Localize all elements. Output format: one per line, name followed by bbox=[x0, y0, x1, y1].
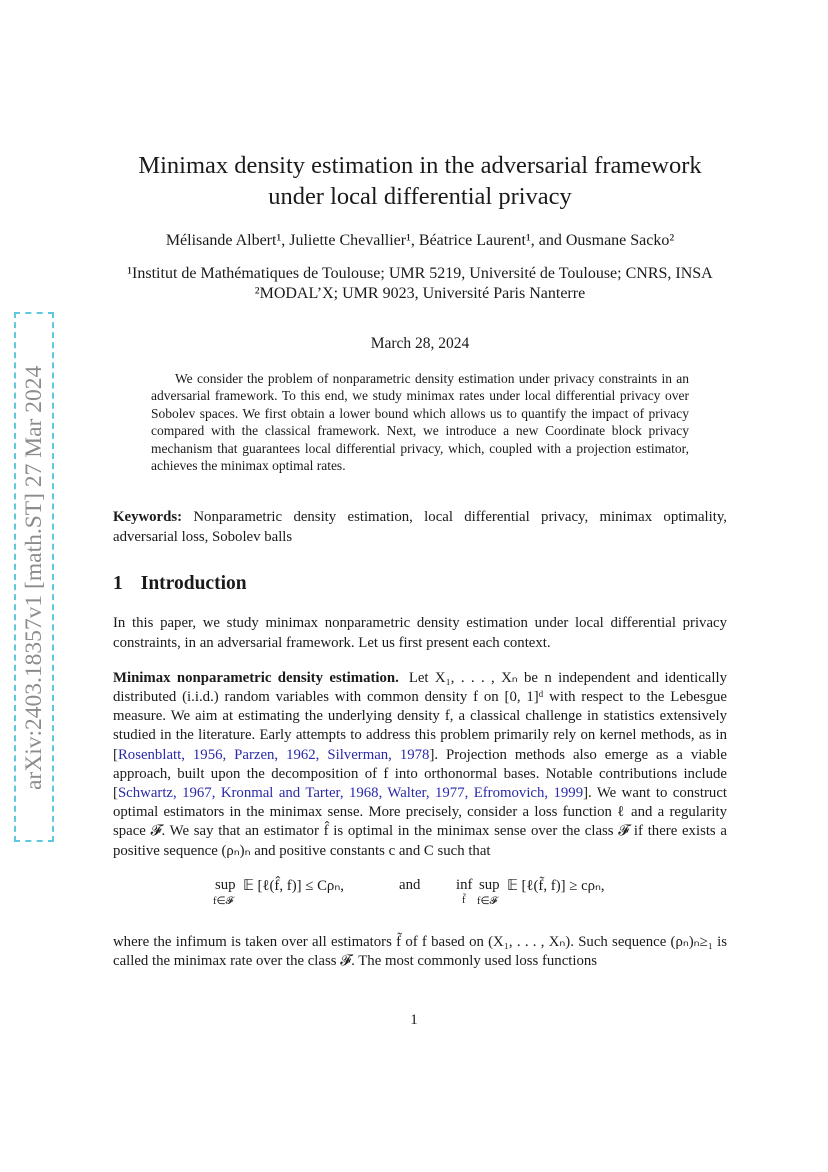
paragraph-text-c: ]. We want to construct optimal estimators in the minimax sense. More precisely, consider a loss function ℓ and a regularity space 𝓕. We say that an estimator f̂ is optimal in the minimax sense over the class 𝓕 if there exists a positive sequence (ρₙ)ₙ and positive constants c and C such that bbox=[113, 785, 727, 859]
paper-page bbox=[113, 150, 727, 971]
eq-expr-left: 𝔼 [ℓ(f̂, f)] ≤ Cρₙ, bbox=[243, 877, 344, 894]
arxiv-stamp: arXiv:2403.18357v1 [math.ST] 27 Mar 2024 bbox=[21, 365, 47, 790]
title-line-1: Minimax density estimation in the adversarial framework bbox=[138, 152, 702, 179]
abstract: We consider the problem of nonparametric density estimation under privacy constraints in an adversarial framework. To this end, we study minimax rates under local differential privacy over Sobolev spaces. We first obtain a lower bound which allows us to quantify the impact of privacy compared with the classical framework. Next, we introduce a new Coordinate block privacy mechanism that guarantees local differential privacy, which, coupled with a projection estimator, achieves the minimax optimal rates. bbox=[151, 371, 689, 474]
affiliation-1: ¹Institut de Mathématiques de Toulouse; UMR 5219, Université de Toulouse; CNRS, INSA bbox=[127, 265, 713, 282]
eq-inf: inf bbox=[456, 876, 473, 893]
eq-expr-right: 𝔼 [ℓ(f̃, f)] ≥ cρₙ, bbox=[507, 877, 605, 894]
paragraph-text-a: Let X₁, . . . , Xₙ be n independent and identically distributed (i.i.d.) random variables with common density f on [0, 1]ᵈ with respect to the Lebesgue measure. We aim at estimating the underlying density f, a classical challenge in statistics extensively studied in the literature. Early attempts to address this problem primarily rely on kernel methods, as in [ bbox=[113, 669, 727, 763]
keywords bbox=[113, 508, 727, 547]
eq-sub-right: f∈𝓕 bbox=[477, 895, 498, 907]
eq-sub-inf: f̃ bbox=[462, 894, 466, 906]
citation-link-2[interactable]: Schwartz, 1967, Kronmal and Tarter, 1968, Walter, 1977, Efromovich, 1999 bbox=[117, 785, 584, 802]
affiliation-2: ²MODAL’X; UMR 9023, Université Paris Nanterre bbox=[254, 285, 586, 302]
display-equation bbox=[113, 873, 727, 919]
affiliations bbox=[113, 264, 727, 304]
eq-sub-left: f∈𝓕 bbox=[213, 895, 234, 907]
eq-sup-left: sup bbox=[215, 876, 236, 893]
intro-paragraph: In this paper, we study minimax nonparametric density estimation under local differential privacy constraints, in an adversarial framework. Let us first present each context. bbox=[113, 615, 727, 651]
citation-link-1[interactable]: Rosenblatt, 1956, Parzen, 1962, Silverman, 1978 bbox=[117, 746, 430, 763]
closing-paragraph: where the infimum is taken over all estimators f̃ of f based on (X₁, . . . , Xₙ). Such sequence (ρₙ)ₙ≥₁ is called the minimax rate over the class 𝓕. The most commonly used loss functions bbox=[113, 933, 727, 970]
keywords-list: Nonparametric density estimation, local differential privacy, minimax optimality, adversarial loss, Sobolev balls bbox=[113, 509, 727, 545]
section-number: 1 bbox=[113, 573, 123, 595]
paragraph-text-b: ]. Projection methods also emerge as a viable approach, built upon the decomposition of f into orthonormal bases. Notable contributions include [ bbox=[113, 746, 727, 802]
section-title: Introduction bbox=[140, 573, 247, 595]
eq-and: and bbox=[399, 876, 421, 893]
page-number: 1 bbox=[410, 1012, 418, 1028]
eq-sup-right: sup bbox=[479, 876, 500, 893]
section-heading bbox=[113, 573, 727, 595]
title-line-2: under local differential privacy bbox=[268, 183, 572, 210]
minimax-paragraph bbox=[113, 669, 727, 861]
authors: Mélisande Albert¹, Juliette Chevallier¹, Béatrice Laurent¹, and Ousmane Sacko² bbox=[165, 232, 675, 249]
runin-heading: Minimax nonparametric density estimation. bbox=[113, 669, 399, 686]
keywords-label: Keywords: bbox=[113, 509, 183, 526]
date: March 28, 2024 bbox=[370, 335, 470, 352]
paper-title bbox=[113, 150, 727, 212]
